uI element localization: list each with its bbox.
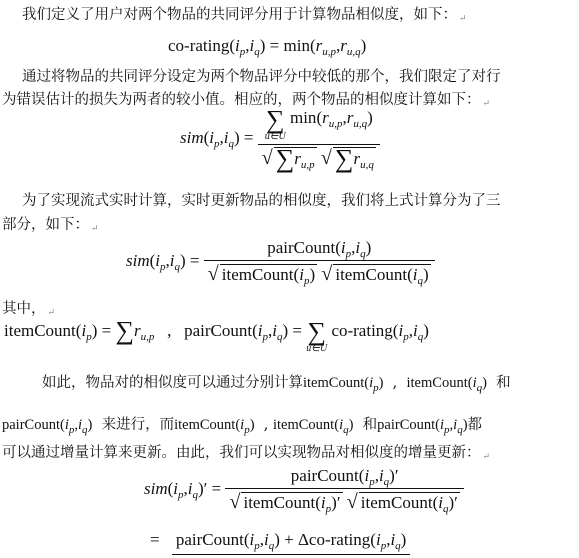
paragraph-text: 可以通过增量计算来更新。由此，我们可以实现物品对相似度的增量更新： (2, 445, 481, 461)
term-itemcount: itemCount (360, 493, 433, 512)
paragraph-min-rating-line1 (22, 68, 501, 86)
term-sim: sim (144, 478, 168, 498)
paragraph-intro (22, 6, 467, 28)
term-itemcount: itemCount (243, 493, 316, 512)
paragraph-stream-line2 (2, 216, 99, 238)
term-itemcount: itemCount (221, 265, 294, 284)
term-paircount: pairCount (377, 417, 436, 433)
term-min: min (283, 36, 310, 55)
paragraph-text: 和 (362, 417, 378, 433)
sum-index: u∈U (264, 131, 286, 142)
formula-corating: $co-rating(i_p,i_q) = \min(r_{u,p},r_{u,q})$ (168, 36, 367, 58)
paragraph-text: 部分，如下： (2, 217, 89, 233)
return-mark-icon: ↵ (47, 308, 56, 318)
formula-sim-sum: $sim(i_p,i_q)$ = ∑ u∈U $\min(r_{u,p},r_{u,q})$ √ $\sum r_{u,p}$ √ $\sum r_{u,q}$ (180, 108, 380, 170)
paragraph-text: 我们定义了用户对两个物品的共同评分用于计算物品相似度，如下： (22, 7, 457, 23)
paragraph-where (2, 300, 55, 322)
return-mark-icon: ↵ (459, 14, 467, 24)
term-sim: sim (126, 250, 150, 270)
formula-sim-incremental: $sim(i_p,i_q)'$ = $\frac{pairCount(i_p,i_q)'}{√ itemCount(i_p)' √ itemCount(i_q)'}$ (144, 466, 464, 514)
term-itemcount: itemCount (406, 375, 468, 391)
term-itemcount: itemCount (303, 375, 365, 391)
term-itemcount: itemCount (335, 265, 408, 284)
return-mark-icon: ↵ (482, 99, 491, 109)
paragraph-so-line2: $pairCount(i_p,i_q)$ 来进行，而$itemCount(i_p)$ , $itemCount(i_q)$ 和$pairCount(i_p,i_q)$都 (2, 417, 483, 436)
sum-index: u∈U (306, 343, 328, 354)
paragraph-text: 为错误估计的损失为两者的较小值。相应的，两个物品的相似度计算如下： (2, 92, 481, 108)
paragraph-so-line1: 如此，物品对的相似度可以通过分别计算$itemCount(i_p)$ , $itemCount(i_q)$ 和 (42, 375, 511, 394)
term-paircount: pairCount (175, 530, 244, 549)
fraction: ∑ u∈U $\min(r_{u,p},r_{u,q})$ √ $\sum r_{u,p}$ √ $\sum r_{u,q}$ (258, 108, 380, 170)
term-corating: co-rating (168, 36, 230, 55)
paragraph-text: 为了实现流式实时计算，实时更新物品的相似度，我们将上式计算分为了三 (22, 193, 501, 209)
paragraph-text: 其中， (2, 301, 46, 317)
formula-sim-counts: $sim(i_p,i_q)$ = $\frac{pairCount(i_p,i_q)}{√ itemCount(i_p) √ itemCount(i_q)}$ (126, 238, 435, 286)
paragraph-text: 来进行，而 (101, 417, 175, 433)
term-itemcount: itemCount (174, 417, 236, 433)
fraction: $\frac{pairCount(i_p,i_q)}{√ itemCount(i_p) √ itemCount(i_q)}$ (204, 238, 435, 286)
paragraph-text: 通过将物品的共同评分设定为两个物品评分中较低的那个，我们限定了对行 (22, 69, 501, 85)
return-mark-icon: ↵ (482, 452, 491, 462)
paragraph-text: 如此，物品对的相似度可以通过分别计算 (42, 375, 303, 391)
paragraph-incremental (2, 444, 490, 466)
term-delta-corating: Δco-rating (297, 530, 371, 549)
term-sim: sim (180, 127, 204, 147)
term-min: min (289, 108, 317, 127)
term-paircount: pairCount (2, 417, 60, 433)
term-paircount: pairCount (290, 466, 359, 485)
term-paircount: pairCount (184, 321, 253, 340)
term-paircount: pairCount (267, 238, 336, 257)
formula-count-definitions: $itemCount(i_p) = \sum r_{u,p}$ , $pairCount(i_p,i_q)$ = ∑ u∈U $co-rating(i_p,i_q)$ (4, 316, 429, 354)
return-mark-icon: ↵ (91, 224, 99, 234)
paragraph-stream-line1 (22, 192, 501, 210)
paragraph-text: 和 (496, 375, 511, 391)
fraction: $\frac{pairCount(i_p,i_q)'}{√ itemCount(i_p)' √ itemCount(i_q)'}$ (225, 466, 463, 514)
term-itemcount: itemCount (272, 417, 335, 433)
term-corating: co-rating (331, 321, 393, 340)
formula-sim-expanded: = $pairCount(i_p,i_q)$ + Δco-$rating(i_p,i_q)$ (150, 530, 410, 555)
paragraph-text: 都 (467, 417, 483, 433)
term-itemcount: itemCount (4, 321, 76, 340)
